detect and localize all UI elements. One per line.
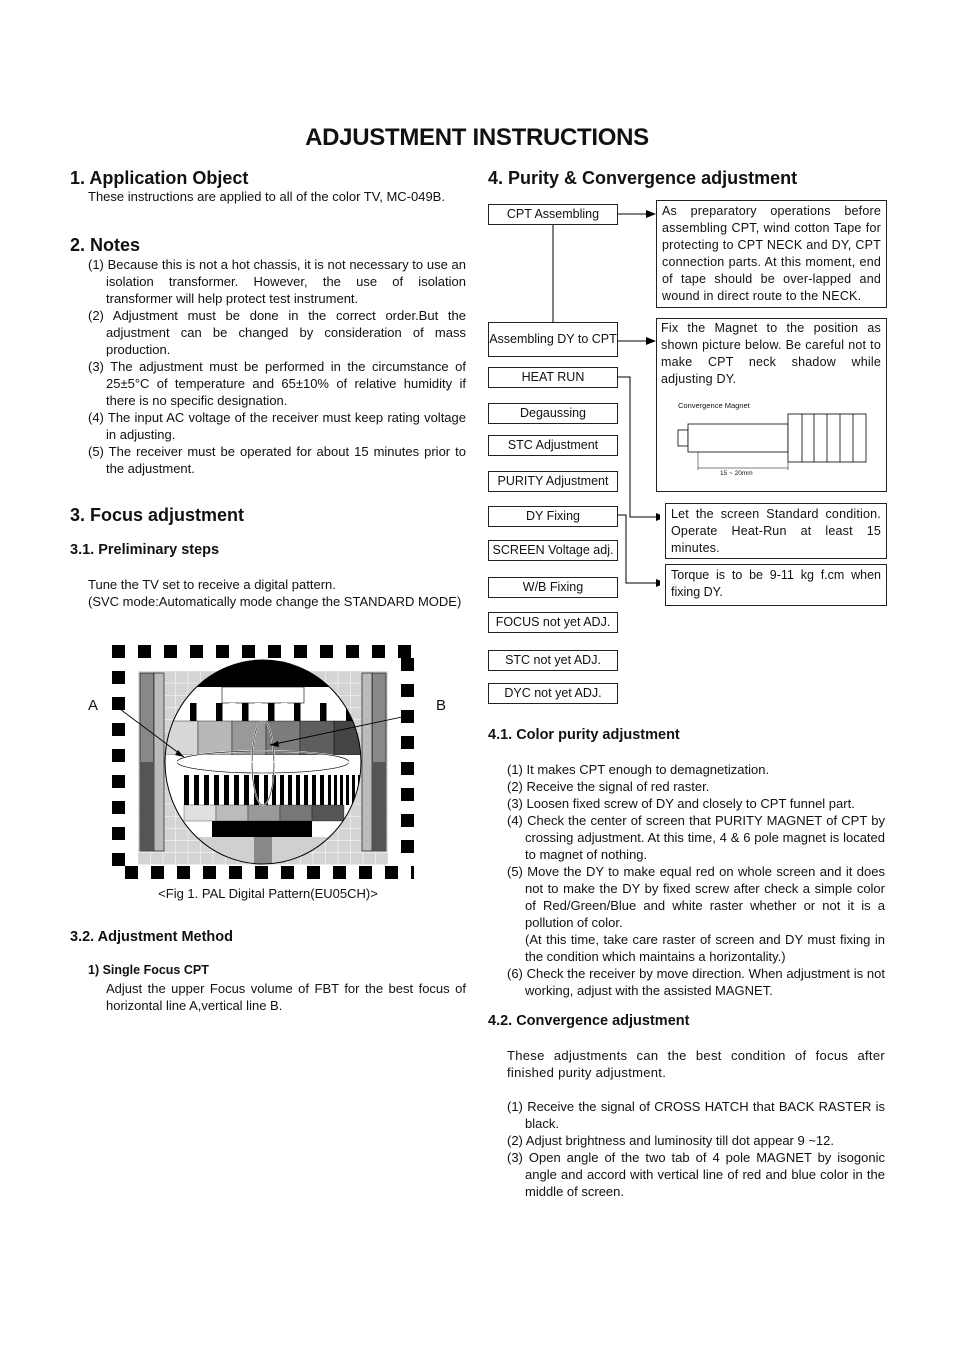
heading-color-purity: 4.1. Color purity adjustment bbox=[488, 727, 680, 743]
label-a: A bbox=[88, 697, 99, 714]
notes-list bbox=[88, 256, 466, 477]
purity-item-1: (1) It makes CPT enough to demagnetization. bbox=[507, 762, 770, 777]
flowchart-connectors bbox=[480, 195, 660, 595]
preliminary-line-1: Tune the TV set to receive a digital pattern. bbox=[88, 577, 336, 592]
note-box-preparatory: As preparatory operations before assembling CPT, wind cotton Tape for protecting to CPT NECK and DY, CPT connection parts. At this moment, end of tape should be over-lapped and wound in direct route to the NECK. bbox=[656, 200, 887, 308]
magnet-dimension: 15 ~ 20mm bbox=[720, 470, 753, 477]
note-item-5: (5) The receiver must be operated for about 15 minutes prior to the adjustment. bbox=[88, 444, 466, 476]
flow-step-cpt-assembling: CPT Assembling bbox=[488, 204, 618, 225]
flow-step-focus: FOCUS not yet ADJ. bbox=[488, 612, 618, 633]
flow-step-stc-adjustment: STC Adjustment bbox=[488, 435, 618, 456]
purity-item-3: (3) Loosen fixed screw of DY and closely to CPT funnel part. bbox=[507, 796, 855, 811]
heading-preliminary-steps: 3.1. Preliminary steps bbox=[70, 542, 220, 558]
application-text: These instructions are applied to all of the color TV, MC-049B. bbox=[88, 189, 445, 204]
flow-step-dy-fixing: DY Fixing bbox=[488, 506, 618, 527]
flow-step-purity-adjustment: PURITY Adjustment bbox=[488, 471, 618, 492]
heading-application-object: 1. Application Object bbox=[70, 168, 249, 188]
note-item-1: (1) Because this is not a hot chassis, it is not necessary to use an isolation transformer. However, the use of isolation transformer will help protect test instrument. bbox=[88, 257, 466, 306]
purity-list bbox=[507, 761, 885, 999]
flow-step-assembling-dy: Assembling DY to CPT bbox=[488, 322, 618, 357]
heading-purity-convergence: 4. Purity & Convergence adjustment bbox=[488, 168, 798, 188]
preliminary-line-2: (SVC mode:Automatically mode change the STANDARD MODE) bbox=[88, 594, 462, 609]
single-focus-text: Adjust the upper Focus volume of FBT for the best focus of horizontal line A,vertical line B. bbox=[106, 981, 466, 1013]
note-item-2: (2) Adjustment must be done in the correct order.But the adjustment can be changed by consideration of mass production. bbox=[88, 308, 466, 357]
magnet-diagram bbox=[672, 410, 872, 480]
convergence-item-3: (3) Open angle of the two tab of 4 pole MAGNET by isogonic angle and accord with vertical line of red and blue color in the middle of screen. bbox=[507, 1150, 885, 1199]
convergence-list bbox=[507, 1098, 885, 1200]
heading-notes: 2. Notes bbox=[70, 235, 141, 255]
note-box-heat-run: Let the screen Standard condition. Operate Heat-Run at least 15 minutes. bbox=[665, 503, 887, 559]
flow-step-screen-voltage: SCREEN Voltage adj. bbox=[488, 540, 618, 561]
heading-convergence: 4.2. Convergence adjustment bbox=[488, 1013, 690, 1029]
pal-test-pattern bbox=[112, 645, 414, 879]
flow-step-heat-run: HEAT RUN bbox=[488, 367, 618, 388]
label-b: B bbox=[436, 697, 447, 714]
magnet-note-text: Fix the Magnet to the position as shown picture below. Be careful not to make CPT neck shadow while adjusting DY. bbox=[661, 321, 881, 386]
flow-step-stc-not-yet: STC not yet ADJ. bbox=[488, 650, 618, 671]
note-item-3: (3) The adjustment must be performed in the circumstance of 25±5°C of temperature and 65±10% of relative humidity if there is no specific designation. bbox=[88, 359, 466, 408]
purity-item-6: (6) Check the receiver by move direction. When adjustment is not working, adjust with the assisted MAGNET. bbox=[507, 966, 885, 998]
single-focus-heading: 1) Single Focus CPT bbox=[88, 963, 209, 977]
purity-note: (At this time, take care raster of screen and DY must fixing in the condition which maintains a horizontality.) bbox=[525, 932, 885, 964]
flow-step-dyc-not-yet: DYC not yet ADJ. bbox=[488, 683, 618, 704]
convergence-item-1: (1) Receive the signal of CROSS HATCH that BACK RASTER is black. bbox=[507, 1099, 885, 1131]
note-box-torque: Torque is to be 9-11 kg f.cm when fixing DY. bbox=[665, 564, 887, 606]
purity-item-2: (2) Receive the signal of red raster. bbox=[507, 779, 710, 794]
purity-item-4: (4) Check the center of screen that PURITY MAGNET of CPT by crossing adjustment. At this time, 4 & 6 pole magnet is located to magnet of nothing. bbox=[507, 813, 885, 862]
page-title: ADJUSTMENT INSTRUCTIONS bbox=[305, 124, 649, 151]
convergence-item-2: (2) Adjust brightness and luminosity till dot appear 9 ~12. bbox=[507, 1133, 834, 1148]
heading-focus-adjustment: 3. Focus adjustment bbox=[70, 505, 245, 525]
note-item-4: (4) The input AC voltage of the receiver must keep rating voltage in adjusting. bbox=[88, 410, 466, 442]
figure-caption: <Fig 1. PAL Digital Pattern(EU05CH)> bbox=[158, 886, 378, 901]
flow-step-wb-fixing: W/B Fixing bbox=[488, 577, 618, 598]
magnet-label: Convergence Magnet bbox=[678, 401, 750, 410]
convergence-intro: These adjustments can the best condition of focus after finished purity adjustment. bbox=[507, 1048, 885, 1080]
heading-adjustment-method: 3.2. Adjustment Method bbox=[70, 929, 233, 945]
flow-step-degaussing: Degaussing bbox=[488, 403, 618, 424]
purity-item-5: (5) Move the DY to make equal red on whole screen and it does not to make the DY by fixed screw after check a simple color of Red/Green/Blue and white raster whether or not it is a pollution of color. bbox=[507, 864, 885, 930]
